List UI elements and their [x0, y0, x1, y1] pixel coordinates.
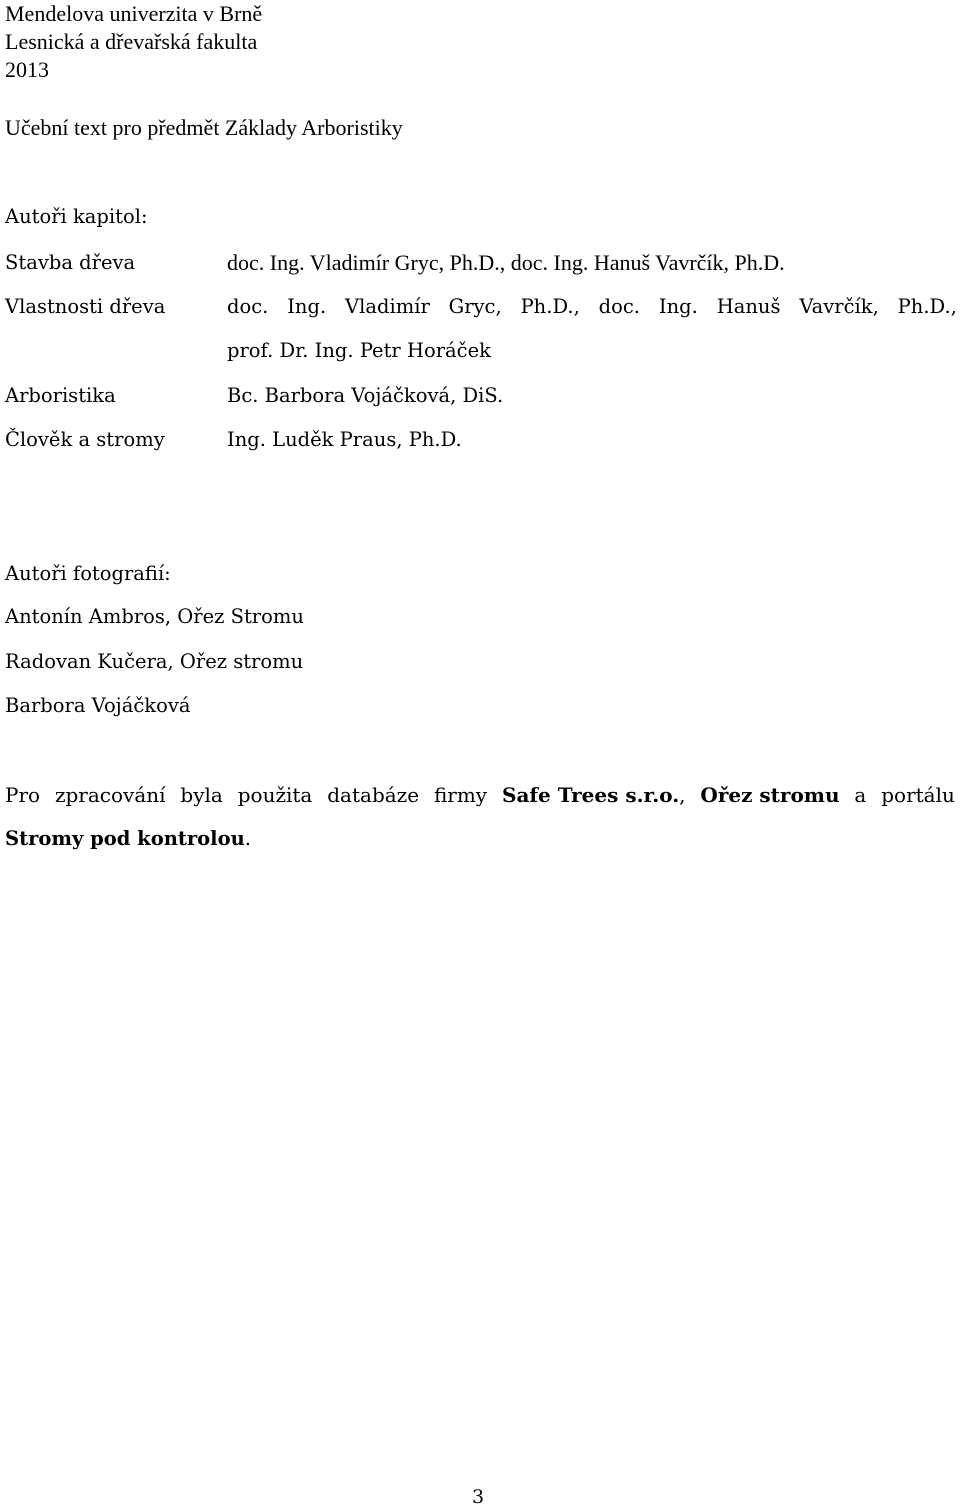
- faculty-name: Lesnická a dřevařská fakulta: [5, 29, 258, 54]
- author-word: doc.: [598, 295, 640, 318]
- author-word: Vladimír: [345, 295, 430, 318]
- ack-company: [502, 781, 686, 809]
- ack-word: byla: [180, 783, 223, 807]
- university-name: Mendelova univerzita v Brně: [5, 1, 263, 26]
- acknowledgement-line-1: [5, 781, 955, 809]
- ack-word: použita: [237, 783, 313, 807]
- chapter-authors-value: [227, 293, 957, 321]
- chapter-label: Stavba dřeva: [5, 251, 136, 274]
- ack-word: firmy: [433, 783, 488, 807]
- ack-word: portálu: [881, 783, 955, 807]
- ack-word: a: [854, 783, 867, 807]
- portal-name: Stromy pod kontrolou: [5, 827, 245, 850]
- author-word: doc.: [227, 295, 269, 318]
- photo-authors-heading: Autoři fotografií:: [5, 562, 171, 585]
- chapter-authors-value: Bc. Barbora Vojáčková, DiS.: [227, 384, 504, 407]
- chapter-authors-value-continued: prof. Dr. Ing. Petr Horáček: [227, 339, 491, 362]
- chapter-row-clovek: [5, 426, 955, 454]
- author-word: Gryc,: [448, 295, 502, 318]
- chapter-authors-value: Ing. Luděk Praus, Ph.D.: [227, 428, 462, 451]
- chapter-row-stavba: [5, 249, 955, 277]
- author-word: Ph.D.,: [897, 295, 957, 318]
- ack-word: Pro: [5, 783, 41, 807]
- author-word: Vavrčík,: [799, 295, 879, 318]
- photo-author-item: Antonín Ambros, Ořez Stromu: [5, 605, 304, 628]
- ack-word: databáze: [327, 783, 420, 807]
- chapter-label: Člověk a stromy: [5, 428, 165, 451]
- ack-period: .: [244, 827, 251, 850]
- author-word: Ph.D.,: [520, 295, 580, 318]
- photo-author-item: Radovan Kučera, Ořez stromu: [5, 650, 304, 673]
- document-subtitle: Učební text pro předmět Základy Arboristiky: [5, 115, 403, 140]
- chapter-row-vlastnosti: [5, 293, 955, 321]
- chapter-label: Vlastnosti dřeva: [5, 295, 166, 318]
- chapter-authors-value: doc. Ing. Vladimír Gryc, Ph.D., doc. Ing. Hanuš Vavrčík, Ph.D.: [227, 250, 785, 275]
- photo-author-item: Barbora Vojáčková: [5, 694, 191, 717]
- chapter-row-vlastnosti-cont: [5, 337, 955, 365]
- ack-comma: ,: [679, 783, 686, 807]
- author-word: Ing.: [287, 295, 327, 318]
- publication-year: 2013: [5, 57, 49, 82]
- chapter-label: Arboristika: [5, 384, 116, 407]
- company-name-orez: Ořez stromu: [700, 783, 840, 807]
- ack-word: zpracování: [54, 783, 166, 807]
- chapter-authors-heading: Autoři kapitol:: [5, 205, 148, 228]
- author-word: Ing.: [658, 295, 698, 318]
- company-name: Safe Trees s.r.o.: [502, 783, 680, 807]
- page-number: 3: [472, 1486, 485, 1508]
- chapter-row-arboristika: [5, 382, 955, 410]
- acknowledgement-line-2: [5, 825, 251, 853]
- author-word: Hanuš: [716, 295, 781, 318]
